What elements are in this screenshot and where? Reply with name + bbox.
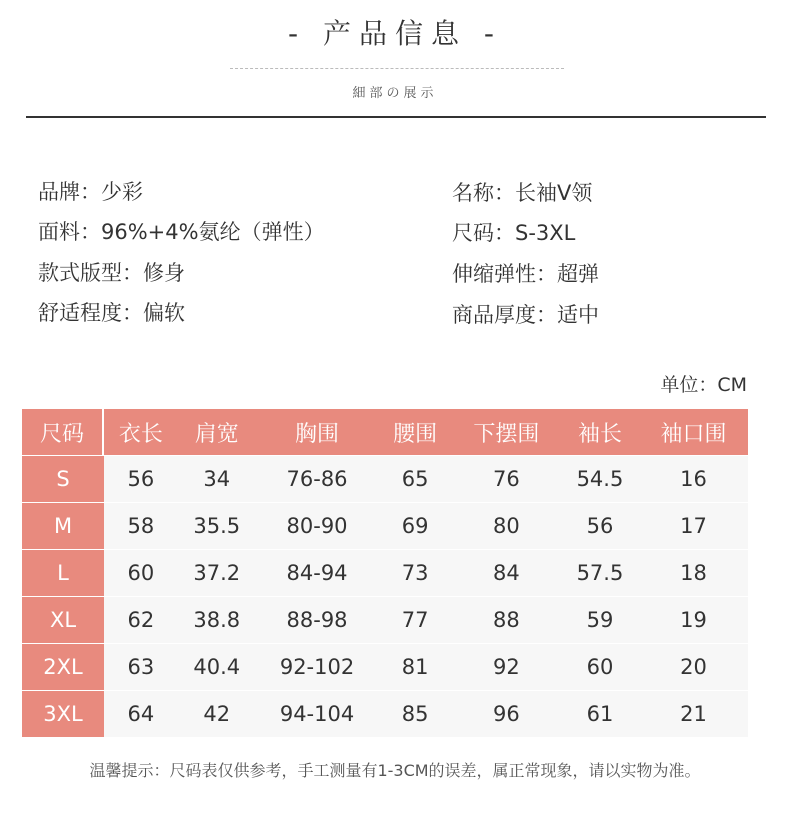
info-thickness-value: 适中 bbox=[557, 303, 599, 327]
info-fabric-value: 96%+4%氨纶（弹性） bbox=[101, 220, 325, 244]
col-header-bust: 胸围 bbox=[256, 409, 378, 455]
info-size-range bbox=[452, 217, 575, 247]
table-cell: 37.2 bbox=[178, 550, 256, 596]
table-row bbox=[22, 644, 748, 690]
table-cell: 73 bbox=[378, 550, 452, 596]
table-row bbox=[22, 597, 748, 643]
table-row bbox=[22, 550, 748, 596]
col-header-size: 尺码 bbox=[22, 409, 104, 455]
table-cell: 64 bbox=[104, 691, 178, 737]
table-cell: 84 bbox=[452, 550, 561, 596]
info-size-range-key: 尺码： bbox=[452, 221, 515, 245]
table-cell: 92 bbox=[452, 644, 561, 690]
table-cell: 80 bbox=[452, 503, 561, 549]
table-cell: 84-94 bbox=[256, 550, 378, 596]
col-header-sleeve: 袖长 bbox=[561, 409, 639, 455]
unit-label: 单位：CM bbox=[660, 374, 747, 396]
table-cell: 42 bbox=[178, 691, 256, 737]
info-style-key: 款式版型： bbox=[38, 261, 143, 285]
table-cell: 96 bbox=[452, 691, 561, 737]
table-cell: 69 bbox=[378, 503, 452, 549]
table-row bbox=[22, 503, 748, 549]
col-header-hem: 下摆围 bbox=[452, 409, 561, 455]
table-cell: 88-98 bbox=[256, 597, 378, 643]
table-cell: 21 bbox=[639, 691, 748, 737]
table-cell: 18 bbox=[639, 550, 748, 596]
info-comfort-key: 舒适程度： bbox=[38, 301, 143, 325]
info-name-value: 长袖V领 bbox=[515, 181, 593, 205]
page-title: - 产品信息 - bbox=[287, 17, 502, 50]
info-name bbox=[452, 177, 592, 207]
info-style bbox=[38, 257, 185, 287]
table-cell: 54.5 bbox=[561, 456, 639, 502]
table-cell: 60 bbox=[561, 644, 639, 690]
info-fabric bbox=[38, 216, 325, 246]
table-cell: 34 bbox=[178, 456, 256, 502]
info-brand bbox=[38, 176, 143, 206]
table-cell: 92-102 bbox=[256, 644, 378, 690]
table-cell: 40.4 bbox=[178, 644, 256, 690]
info-elasticity-value: 超弹 bbox=[557, 262, 599, 286]
table-cell: 38.8 bbox=[178, 597, 256, 643]
table-cell: 65 bbox=[378, 456, 452, 502]
col-header-waist: 腰围 bbox=[378, 409, 452, 455]
table-cell: 61 bbox=[561, 691, 639, 737]
info-fabric-key: 面料： bbox=[38, 220, 101, 244]
info-thickness-key: 商品厚度： bbox=[452, 303, 557, 327]
table-cell: 62 bbox=[104, 597, 178, 643]
table-cell: 81 bbox=[378, 644, 452, 690]
info-comfort bbox=[38, 297, 185, 327]
cell-size: 2XL bbox=[22, 644, 104, 690]
table-cell: 56 bbox=[561, 503, 639, 549]
info-brand-value: 少彩 bbox=[101, 180, 143, 204]
info-brand-key: 品牌： bbox=[38, 180, 101, 204]
table-cell: 94-104 bbox=[256, 691, 378, 737]
info-elasticity bbox=[452, 258, 599, 288]
table-cell: 35.5 bbox=[178, 503, 256, 549]
table-cell: 85 bbox=[378, 691, 452, 737]
info-size-range-value: S-3XL bbox=[515, 221, 576, 245]
table-header-row bbox=[22, 409, 748, 455]
cell-size: XL bbox=[22, 597, 104, 643]
size-tip-note: 温馨提示：尺码表仅供参考，手工测量有1-3CM的误差，属正常现象，请以实物为准。 bbox=[89, 761, 701, 780]
table-cell: 19 bbox=[639, 597, 748, 643]
info-comfort-value: 偏软 bbox=[143, 301, 185, 325]
table-cell: 17 bbox=[639, 503, 748, 549]
table-cell: 59 bbox=[561, 597, 639, 643]
table-cell: 58 bbox=[104, 503, 178, 549]
col-header-length: 衣长 bbox=[104, 409, 178, 455]
table-cell: 76 bbox=[452, 456, 561, 502]
info-elasticity-key: 伸缩弹性： bbox=[452, 262, 557, 286]
info-thickness bbox=[452, 299, 599, 329]
table-cell: 77 bbox=[378, 597, 452, 643]
table-cell: 88 bbox=[452, 597, 561, 643]
table-cell: 60 bbox=[104, 550, 178, 596]
info-name-key: 名称： bbox=[452, 181, 515, 205]
table-row bbox=[22, 456, 748, 502]
table-cell: 56 bbox=[104, 456, 178, 502]
table-cell: 16 bbox=[639, 456, 748, 502]
dotted-divider bbox=[230, 68, 564, 69]
size-chart-table bbox=[22, 408, 748, 738]
table-cell: 76-86 bbox=[256, 456, 378, 502]
cell-size: M bbox=[22, 503, 104, 549]
table-cell: 63 bbox=[104, 644, 178, 690]
table-row bbox=[22, 691, 748, 737]
cell-size: L bbox=[22, 550, 104, 596]
cell-size: 3XL bbox=[22, 691, 104, 737]
info-style-value: 修身 bbox=[143, 261, 185, 285]
table-cell: 20 bbox=[639, 644, 748, 690]
cell-size: S bbox=[22, 456, 104, 502]
table-cell: 57.5 bbox=[561, 550, 639, 596]
table-cell: 80-90 bbox=[256, 503, 378, 549]
section-divider bbox=[26, 116, 766, 118]
col-header-shoulder: 肩宽 bbox=[178, 409, 256, 455]
col-header-cuff: 袖口围 bbox=[639, 409, 748, 455]
page-subtitle: 細部の展示 bbox=[352, 86, 438, 101]
